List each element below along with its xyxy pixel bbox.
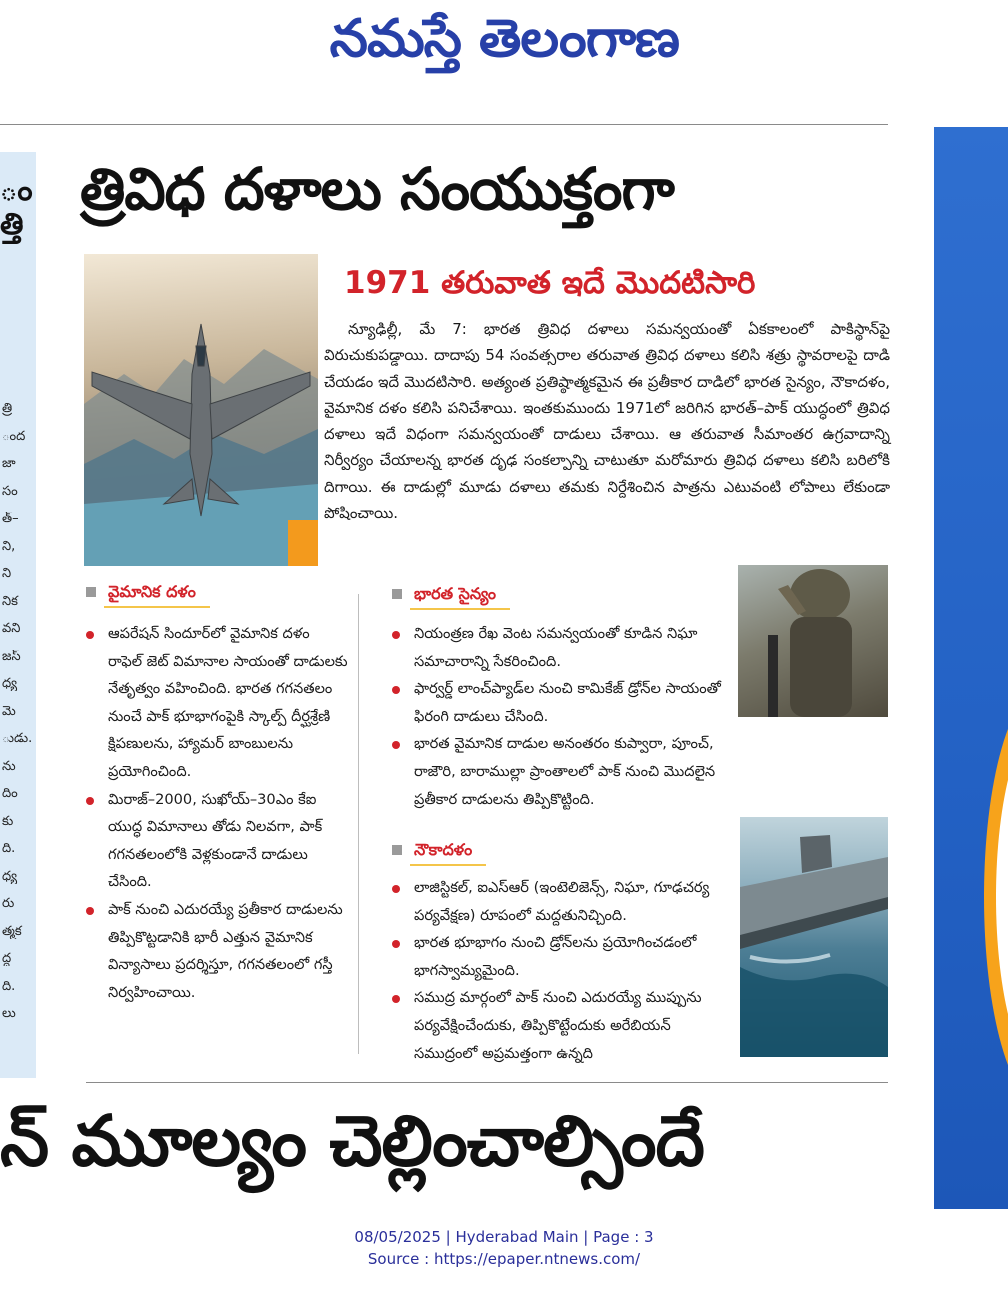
navy-bullet-list (392, 874, 734, 1067)
adjacent-text-fragment: త్మక (2, 924, 22, 939)
intro-text: న్యూఢిల్లీ, మే 7: భారత త్రివిధ దళాలు సమన్వయంతో ఏకకాలంలో పాకిస్థాన్‌పై విరుచుకుపడ్డాయి. దాదాపు 54 సంవత్సరాల తరువాత త్రివిధ దళాలు కలిసి శత్రు స్థావరాలపై దాడి చేయడం ఇదే మొదటిసారి. అత్యంత ప్రతిష్ఠాత్మకమైన ఈ ప్రతీకార దాడిలో భారత సైన్యం, నౌకాదళం, వైమానిక దళం కలిసి పనిచేశాయి. ఇంతకుముందు 1971లో జరిగిన భారత్‌–పాక్‌ యుద్ధంలో త్రివిధ దళాలు ఇదే విధంగా సమన్వయంతో దాడులు చేశాయి. ఆ తరువాత సీమాంతర ఉగ్రవాదాన్ని నిర్వీర్యం చేయాలన్న భారత దృఢ సంకల్పాన్ని చాటుతూ మరోమారు త్రివిధ దళాలు కలిసి బరిలోకి దిగాయి. ఈ దాడుల్లో మూడు దళాలు తమకు నిర్దేశించిన పాత్రను ఎటువంటి లోపాలు లేకుండా పోషించాయి. (324, 320, 890, 523)
main-headline: త్రివిధ దళాలు సంయుక్తంగా (80, 155, 674, 223)
air-force-bullet-list (86, 620, 348, 1006)
bullet-dot (392, 686, 400, 694)
bottom-divider (86, 1082, 888, 1083)
bullet-dot (392, 631, 400, 639)
adjacent-text-fragment: కు (2, 814, 14, 829)
adjacent-text-fragment: జస్ (2, 649, 21, 664)
bullet-dot (392, 940, 400, 948)
adjacent-article-column (0, 152, 36, 1078)
section-marker (392, 845, 402, 855)
advertisement-strip (934, 127, 1008, 1209)
page-footer (0, 1226, 1008, 1270)
adjacent-text-fragment: రు (2, 897, 15, 911)
sub-headline: 1971 తరువాత ఇదే మొదటిసారి (344, 265, 756, 301)
section-title-navy: నౌకాదళం (392, 836, 472, 864)
adjacent-text-fragment: త్– (2, 512, 19, 526)
fighter-jet-illustration (84, 254, 318, 566)
bullet-dot (392, 885, 400, 893)
adjacent-text-fragment: ది. (2, 979, 16, 994)
adjacent-text-fragment: ను (2, 759, 16, 774)
section-underline (410, 608, 510, 610)
fighter-jet-photo (84, 254, 318, 566)
bullet-dot (392, 995, 400, 1003)
aircraft-carrier-photo (740, 817, 888, 1057)
adjacent-text-fragment: వని (2, 622, 21, 636)
list-item: పాక్‌ నుంచి ఎదురయ్యే ప్రతీకార దాడులను తిప్పికొట్టడానికి భారీ ఎత్తున వైమానిక విన్యాసాలు ప్రదర్శిస్తూ, గగనతలంలో గస్తీ నిర్వహించాయి. (86, 896, 348, 1006)
soldier-photo (738, 565, 888, 717)
section-marker (392, 589, 402, 599)
adjacent-text-fragment: సం (2, 484, 18, 499)
adjacent-text-fragment: జా (2, 457, 16, 471)
adjacent-text-fragment: ద్ధ (2, 952, 12, 966)
list-item: భారత వైమానిక దాడుల అనంతరం కుప్వారా, పూంచ్‌, రాజౌరి, బారాముల్లా ప్రాంతాలలో పాక్‌ నుంచి మొదలైన ప్రతీకార దాడులను తిప్పికొట్టింది. (392, 730, 734, 813)
section-marker (86, 587, 96, 597)
source-link[interactable]: Source : https://epaper.ntnews.com/ (367, 1250, 641, 1268)
adjacent-text-fragment: నిక (2, 594, 18, 609)
adjacent-text-fragment: ంద (2, 429, 26, 444)
list-item: నియంత్రణ రేఖ వెంట సమన్వయంతో కూడిన నిఘా సమాచారాన్ని సేకరించింది. (392, 620, 734, 675)
adjacent-text-fragment: ధ్య (2, 677, 18, 691)
section-title-air-force: వైమానిక దళం (86, 578, 196, 606)
bullet-dot (392, 741, 400, 749)
newspaper-logo: నమస్తే తెలంగాణ (329, 8, 679, 69)
next-article-headline: న్‌ మూల్యం చెల్లించాల్సిందే (0, 1100, 704, 1182)
adjacent-text-fragment: ని (2, 567, 12, 581)
list-item: లాజిస్టికల్‌, ఐఎస్‌ఆర్‌ (ఇంటెలిజెన్స్‌, నిఘా, గూఢచర్య పర్యవేక్షణ) రూపంలో మద్దతునిచ్చింది. (392, 874, 734, 929)
section-title-army: భారత సైన్యం (392, 580, 496, 608)
adjacent-text-fragment: లు (2, 1007, 16, 1021)
army-bullet-list (392, 620, 734, 813)
section-underline (410, 864, 486, 866)
adjacent-text-fragment: ుడు. (2, 732, 33, 746)
list-item: మిరాజ్‌–2000, సుఖోయ్‌–30ఎం కేఐ యుద్ధ విమానాలు తోడు నిలవగా, పాక్‌ గగనతలంలోకి వెళ్లకుండానే దాడులు చేసింది. (86, 786, 348, 896)
bullet-dot (86, 907, 94, 915)
adjacent-text-fragment: ని, (2, 539, 16, 554)
masthead (0, 0, 1008, 80)
soldier-illustration (738, 565, 888, 717)
adjacent-text-fragment: ధ్య (2, 869, 18, 884)
edition-info: 08/05/2025 | Hyderabad Main | Page : 3 (354, 1228, 654, 1246)
adjacent-text-fragment: మె (2, 704, 16, 719)
intro-paragraph (324, 316, 890, 526)
bullet-dot (86, 797, 94, 805)
list-item: భారత భూభాగం నుంచి డ్రోన్‌లను ప్రయోగించడంలో భాగస్వామ్యమైంది. (392, 929, 734, 984)
aircraft-carrier-illustration (740, 817, 888, 1057)
section-underline (104, 606, 210, 608)
adjacent-text-fragment: దిం (2, 787, 18, 801)
top-divider (0, 124, 888, 125)
list-item: ఫార్వర్డ్‌ లాంచ్‌ప్యాడ్‌ల నుంచి కామికేజ్‌ డ్రోన్‌ల సాయంతో ఫిరంగి దాడులు చేసింది. (392, 675, 734, 730)
adjacent-headline-fragment: ం త్తి (0, 173, 33, 242)
adjacent-text-fragment: త్రి (2, 402, 13, 416)
adjacent-text-fragment: ది. (2, 842, 16, 856)
list-item: సముద్ర మార్గంలో పాక్‌ నుంచి ఎదురయ్యే ముప్పును పర్యవేక్షించేందుకు, తిప్పికొట్టేందుకు అరేబియన్‌ సముద్రంలో అప్రమత్తంగా ఉన్నది (392, 984, 734, 1067)
column-divider (358, 594, 359, 1054)
list-item: ఆపరేషన్‌ సిందూర్‌లో వైమానిక దళం రాఫెల్‌ జెట్‌ విమానాల సాయంతో దాడులకు నేతృత్వం వహించింది. భారత గగనతలం నుంచే పాక్‌ భూభాగంపైకి స్కాల్ప్‌ దీర్ఘశ్రేణి క్షిపణులను, హ్యామర్‌ బాంబులను ప్రయోగించింది. (86, 620, 348, 786)
bullet-dot (86, 631, 94, 639)
